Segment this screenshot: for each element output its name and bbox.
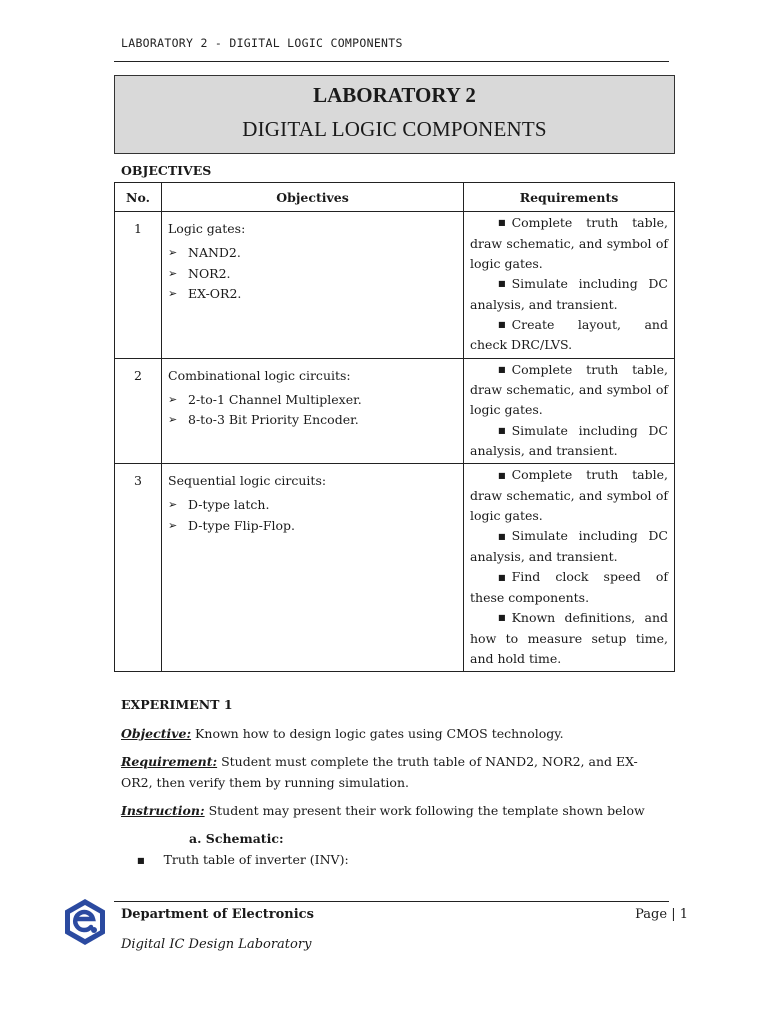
arrowhead-bullet-icon: ➢ (168, 518, 178, 532)
header-objectives: Objectives (162, 183, 464, 212)
arrowhead-bullet-icon: ➢ (168, 413, 178, 427)
experiment-heading: EXPERIMENT 1 (121, 697, 233, 712)
requirement-item (470, 567, 668, 608)
table-row (115, 212, 675, 359)
objective-title: Combinational logic circuits: (168, 367, 351, 383)
bullet-text: Truth table of inverter (INV): (163, 852, 349, 867)
table-header-row (115, 183, 675, 212)
list-item-text: NAND2. (188, 245, 241, 260)
list-item (168, 495, 457, 516)
lab-title: LABORATORY 2 (313, 83, 476, 107)
requirement-text: Simulate including DC analysis, and transient. (470, 276, 668, 312)
arrowhead-bullet-icon: ➢ (168, 287, 178, 300)
row-number: 3 (115, 464, 162, 672)
objective-label: Objective: (121, 726, 192, 741)
objective-list (168, 495, 457, 536)
schematic-subheading: a. Schematic: (189, 831, 284, 846)
requirements-cell (464, 358, 675, 464)
requirement-paragraph (121, 751, 669, 793)
list-item (168, 243, 457, 264)
arrowhead-bullet-icon: ➢ (168, 266, 178, 280)
list-item-text: D-type Flip-Flop. (188, 517, 296, 533)
footer-department: Department of Electronics (121, 907, 314, 922)
list-item-text: NOR2. (188, 265, 231, 281)
running-header: LABORATORY 2 - DIGITAL LOGIC COMPONENTS (121, 36, 403, 50)
lab-subtitle: DIGITAL LOGIC COMPONENTS (242, 117, 547, 141)
requirement-item (470, 213, 668, 274)
requirements-cell (464, 464, 675, 672)
requirement-text: Complete truth table, draw schematic, and symbol of logic gates. (470, 467, 668, 524)
requirement-text: Complete truth table, draw schematic, and symbol of logic gates. (470, 215, 668, 271)
requirement-item (470, 315, 668, 356)
list-item (168, 410, 457, 431)
requirement-text: Create layout, and check DRC/LVS. (470, 316, 668, 353)
list-item-text: D-type latch. (188, 497, 270, 513)
requirement-item (470, 608, 668, 669)
objective-list (168, 390, 457, 431)
square-bullet-icon: ■ (498, 470, 506, 480)
objective-paragraph (121, 723, 669, 744)
table-row (115, 358, 675, 464)
arrowhead-bullet-icon: ➢ (168, 392, 178, 406)
title-box (114, 75, 675, 154)
objective-cell (162, 464, 464, 672)
objective-list (168, 243, 457, 305)
list-item-text: 2-to-1 Channel Multiplexer. (188, 391, 362, 407)
square-bullet-icon: ■ (498, 531, 506, 541)
header-no: No. (115, 183, 162, 212)
requirement-label: Requirement: (121, 754, 218, 769)
instruction-text: Student may present their work following the template shown below (204, 803, 645, 818)
objective-cell (162, 358, 464, 464)
square-bullet-icon: ■ (498, 425, 506, 435)
square-bullet-icon: ■ (498, 364, 506, 374)
requirement-text: Simulate including DC analysis, and transient. (470, 422, 668, 459)
list-item (168, 516, 457, 537)
instruction-label: Instruction: (121, 803, 205, 818)
objective-title: Sequential logic circuits: (168, 473, 327, 489)
square-bullet-icon: ■ (498, 218, 506, 228)
requirement-text: Known definitions, and how to measure setup time, and hold time. (470, 609, 668, 666)
header-divider (114, 61, 669, 62)
square-bullet-icon: ■ (498, 613, 506, 623)
objective-title: Logic gates: (168, 221, 246, 236)
truth-table-bullet (137, 852, 349, 867)
square-bullet-icon: ■ (498, 320, 506, 330)
requirement-paragraph-text: Student must complete the truth table of NAND2, NOR2, and EX-OR2, then verify them by running simulation. (121, 754, 638, 790)
square-bullet-icon: ■ (137, 856, 145, 865)
list-item-text: EX-OR2. (188, 286, 242, 301)
arrowhead-bullet-icon: ➢ (168, 498, 178, 512)
objective-cell (162, 212, 464, 359)
list-item (168, 284, 457, 305)
requirement-text: Complete truth table, draw schematic, and symbol of logic gates. (470, 361, 668, 418)
instruction-paragraph (121, 800, 669, 821)
row-number: 2 (115, 358, 162, 464)
requirements-cell (464, 212, 675, 359)
requirement-item (470, 526, 668, 567)
objectives-table (114, 182, 675, 672)
objective-text: Known how to design logic gates using CMOS technology. (191, 726, 564, 741)
footer-divider (114, 901, 669, 902)
requirement-text: Find clock speed of these components. (470, 569, 668, 605)
requirement-item (470, 360, 668, 421)
row-number: 1 (115, 212, 162, 359)
list-item (168, 390, 457, 411)
arrowhead-bullet-icon: ➢ (168, 246, 178, 259)
list-item (168, 264, 457, 285)
requirement-item (470, 274, 668, 315)
requirement-text: Simulate including DC analysis, and transient. (470, 528, 668, 564)
square-bullet-icon: ■ (498, 279, 506, 289)
footer-lab-name: Digital IC Design Laboratory (121, 937, 312, 952)
list-item-text: 8-to-3 Bit Priority Encoder. (188, 412, 359, 428)
header-requirements: Requirements (464, 183, 675, 212)
table-row (115, 464, 675, 672)
requirement-item (470, 465, 668, 526)
requirement-item (470, 421, 668, 462)
square-bullet-icon: ■ (498, 572, 506, 582)
objectives-heading: OBJECTIVES (121, 163, 212, 178)
department-logo-icon (60, 897, 110, 947)
page-number: Page | 1 (635, 907, 688, 922)
